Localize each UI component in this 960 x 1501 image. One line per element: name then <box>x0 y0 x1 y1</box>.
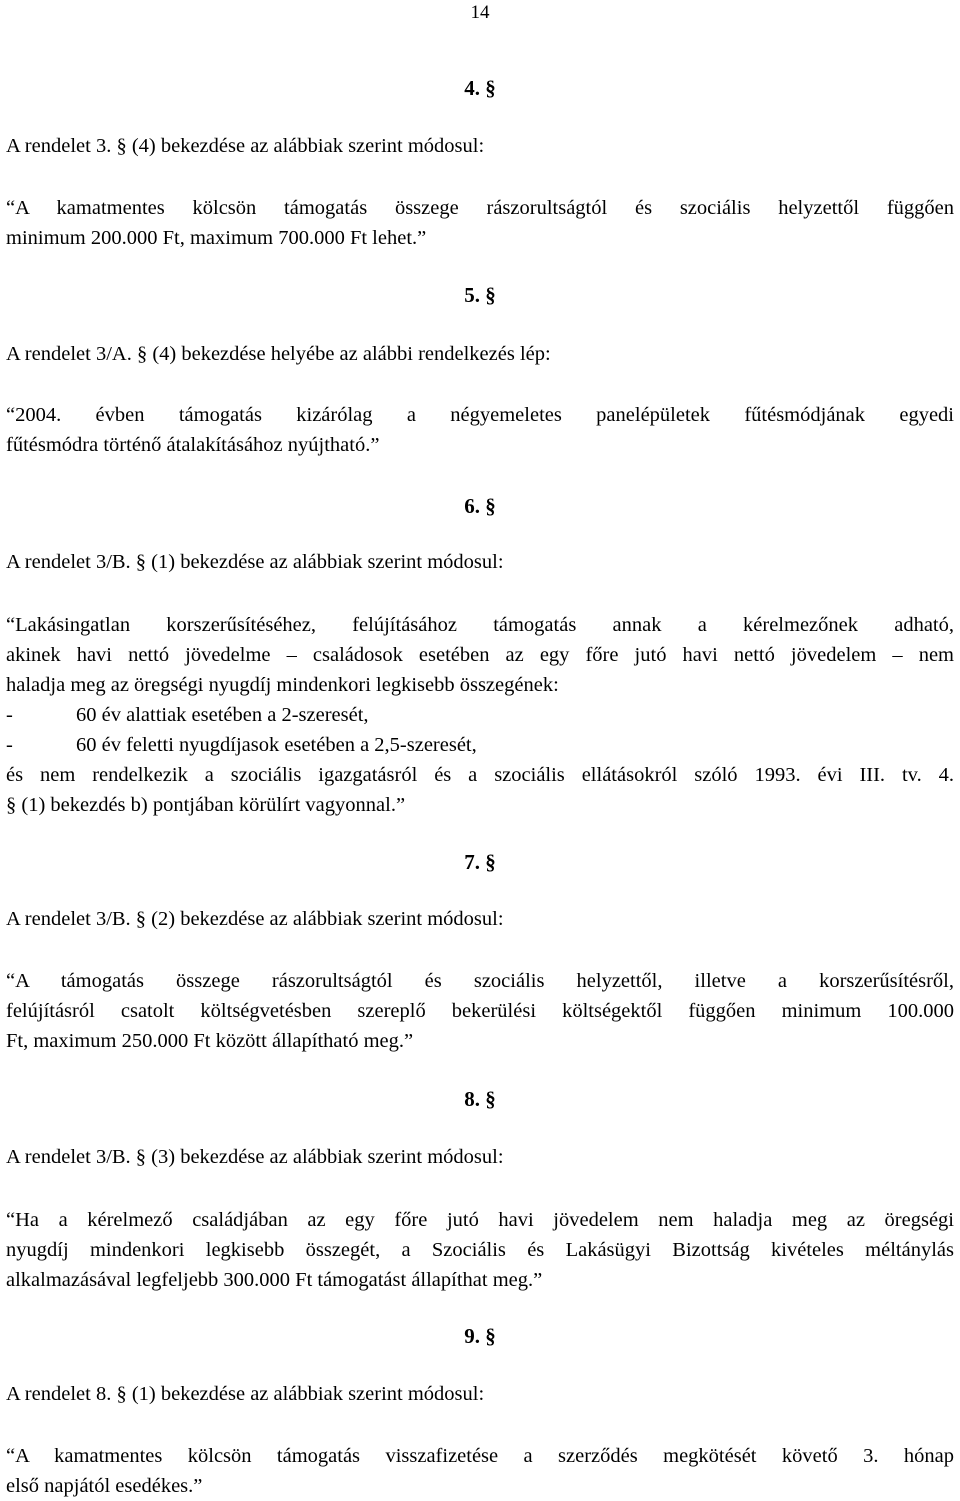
section-4-intro: A rendelet 3. § (4) bekezdése az alábbiak szerint módosul: <box>6 135 485 157</box>
list-item <box>6 700 954 730</box>
section-8-quote <box>6 1205 954 1295</box>
section-4-quote <box>6 193 954 253</box>
list-item-text: 60 év feletti nyugdíjasok esetében a 2,5-szeresét, <box>76 734 477 756</box>
section-9-intro: A rendelet 8. § (1) bekezdése az alábbiak szerint módosul: <box>6 1383 485 1405</box>
bullet-dash: - <box>6 734 13 756</box>
section-5-quote <box>6 400 954 460</box>
section-9-heading: 9. § <box>464 1324 496 1348</box>
section-9-quote-line: első napjától esedékes.” <box>6 1475 203 1497</box>
section-6-quote <box>6 610 954 820</box>
list-item <box>6 730 954 760</box>
section-8-quote-line: nyugdíj mindenkori legkisebb összegét, a Szociális és Lakásügyi Bizottság kivételes méltánylás <box>6 1239 954 1261</box>
page-number: 14 <box>470 2 490 23</box>
section-7-intro: A rendelet 3/B. § (2) bekezdése az alábbiak szerint módosul: <box>6 908 504 930</box>
section-7-quote-line: Ft, maximum 250.000 Ft között állapítható meg.” <box>6 1030 414 1052</box>
section-4-quote-line: “A kamatmentes kölcsön támogatás összege rászorultságtól és szociális helyzettől függően <box>6 197 954 219</box>
section-6-quote-line: § (1) bekezdés b) pontjában körülírt vagyonnal.” <box>6 794 406 816</box>
section-8-quote-line: “Ha a kérelmező családjában az egy főre jutó havi jövedelem nem haladja meg az öregségi <box>6 1209 954 1231</box>
section-6-quote-line: haladja meg az öregségi nyugdíj mindenkori legkisebb összegének: <box>6 674 559 696</box>
list-item-text: 60 év alattiak esetében a 2-szeresét, <box>76 704 369 726</box>
section-6-quote-line: és nem rendelkezik a szociális igazgatásról és a szociális ellátásokról szóló 1993. évi III. tv. 4. <box>6 764 954 786</box>
section-7-heading: 7. § <box>464 850 496 874</box>
section-8-quote-line: alkalmazásával legfeljebb 300.000 Ft támogatást állapíthat meg.” <box>6 1269 543 1291</box>
section-5-quote-line: “2004. évben támogatás kizárólag a négyemeletes panelépületek fűtésmódjának egyedi <box>6 404 954 426</box>
section-7-quote-line: felújításról csatolt költségvetésben szereplő bekerülési költségektől függően minimum 100.000 <box>6 1000 954 1022</box>
section-7-quote-line: “A támogatás összege rászorultságtól és szociális helyzettől, illetve a korszerűsítésről, <box>6 970 954 992</box>
section-8-intro: A rendelet 3/B. § (3) bekezdése az alábbiak szerint módosul: <box>6 1146 504 1168</box>
section-5-intro: A rendelet 3/A. § (4) bekezdése helyébe az alábbi rendelkezés lép: <box>6 343 551 365</box>
section-5-quote-line: fűtésmódra történő átalakításához nyújtható.” <box>6 434 380 456</box>
section-6-intro: A rendelet 3/B. § (1) bekezdése az alábbiak szerint módosul: <box>6 551 504 573</box>
section-9-quote <box>6 1441 954 1501</box>
bullet-dash: - <box>6 704 13 726</box>
section-6-heading: 6. § <box>464 494 496 518</box>
section-4-heading: 4. § <box>464 76 496 100</box>
section-6-quote-line: “Lakásingatlan korszerűsítéséhez, felújításához támogatás annak a kérelmezőnek adható, <box>6 614 954 636</box>
section-8-heading: 8. § <box>464 1087 496 1111</box>
section-7-quote <box>6 966 954 1056</box>
section-4-quote-line: minimum 200.000 Ft, maximum 700.000 Ft lehet.” <box>6 227 427 249</box>
section-9-quote-line: “A kamatmentes kölcsön támogatás visszafizetése a szerződés megkötését követő 3. hónap <box>6 1445 954 1467</box>
section-5-heading: 5. § <box>464 283 496 307</box>
section-6-quote-line: akinek havi nettó jövedelme – családosok esetében az egy főre jutó havi nettó jövedelem – nem <box>6 644 954 666</box>
